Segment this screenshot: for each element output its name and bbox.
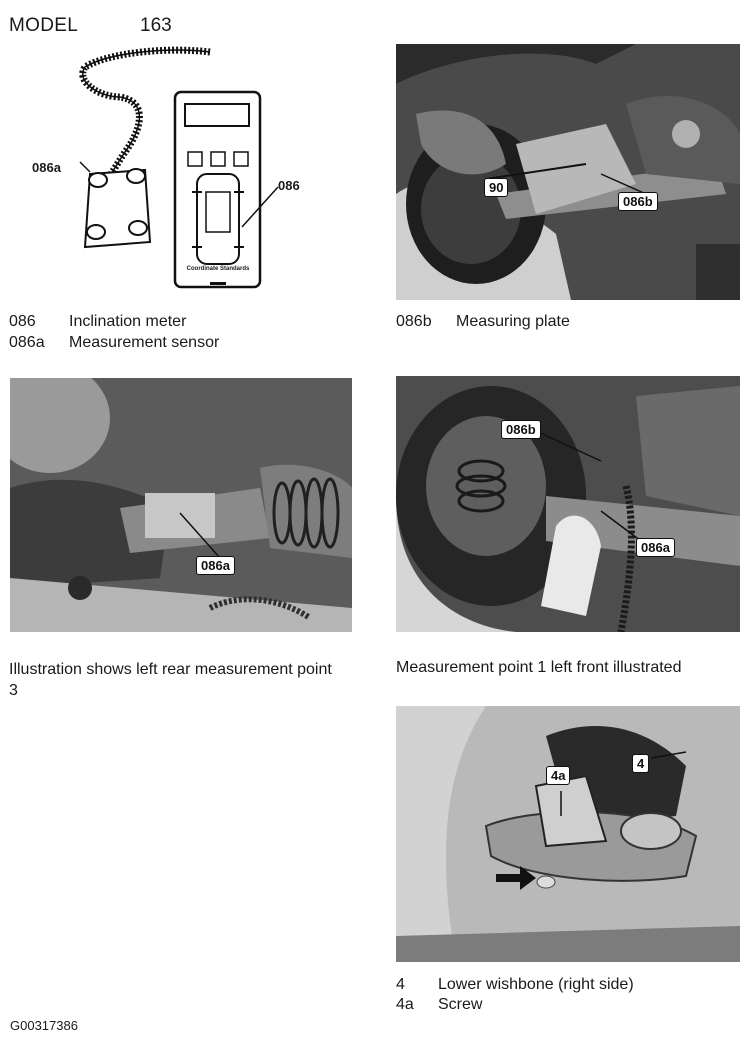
legend-text: Lower wishbone (right side) xyxy=(438,976,634,993)
legend-text: Screw xyxy=(438,996,483,1013)
legend-086 xyxy=(9,311,186,332)
lower-wishbone-photo xyxy=(396,706,740,962)
document-id: G00317386 xyxy=(10,1018,78,1033)
meter-label-text: Coordinate Standards xyxy=(186,266,250,272)
caption-left-rear: Illustration shows left rear measurement point 3 xyxy=(9,661,332,699)
legend-code: 086a xyxy=(9,334,45,351)
legend-code: 4a xyxy=(396,996,414,1013)
callout-086a-drawing: 086a xyxy=(32,160,61,175)
callout-4a: 4a xyxy=(546,766,570,785)
legend-code: 4 xyxy=(396,976,405,993)
legend-code: 086b xyxy=(396,313,432,330)
legend-text: Measurement sensor xyxy=(69,334,220,351)
left-rear-measurement-photo xyxy=(10,378,352,632)
legend-4 xyxy=(396,974,634,995)
callout-90: 90 xyxy=(484,178,508,197)
callout-4: 4 xyxy=(632,754,649,773)
callout-086-drawing: 086 xyxy=(278,178,300,193)
callout-086b-front: 086b xyxy=(501,420,541,439)
legend-086b xyxy=(396,311,570,332)
left-front-photo-art xyxy=(396,376,740,632)
inclination-meter-drawing xyxy=(70,42,320,292)
measuring-plate-photo xyxy=(396,44,740,300)
inclination-meter-illustration xyxy=(32,42,320,292)
measuring-plate-photo-art xyxy=(396,44,740,300)
lower-wishbone-photo-art xyxy=(396,706,740,962)
callout-086b-plate: 086b xyxy=(618,192,658,211)
caption-left-front: Measurement point 1 left front illustrated xyxy=(396,659,682,676)
legend-086a xyxy=(9,332,219,353)
legend-text: Inclination meter xyxy=(69,313,187,330)
legend-4a xyxy=(396,994,482,1015)
model-label: MODEL xyxy=(9,15,79,36)
left-rear-photo-art xyxy=(10,378,352,632)
left-front-measurement-photo xyxy=(396,376,740,632)
callout-086a-front: 086a xyxy=(636,538,675,557)
legend-code: 086 xyxy=(9,313,36,330)
legend-text: Measuring plate xyxy=(456,313,570,330)
model-number: 163 xyxy=(140,15,172,36)
callout-086a-rear: 086a xyxy=(196,556,235,575)
